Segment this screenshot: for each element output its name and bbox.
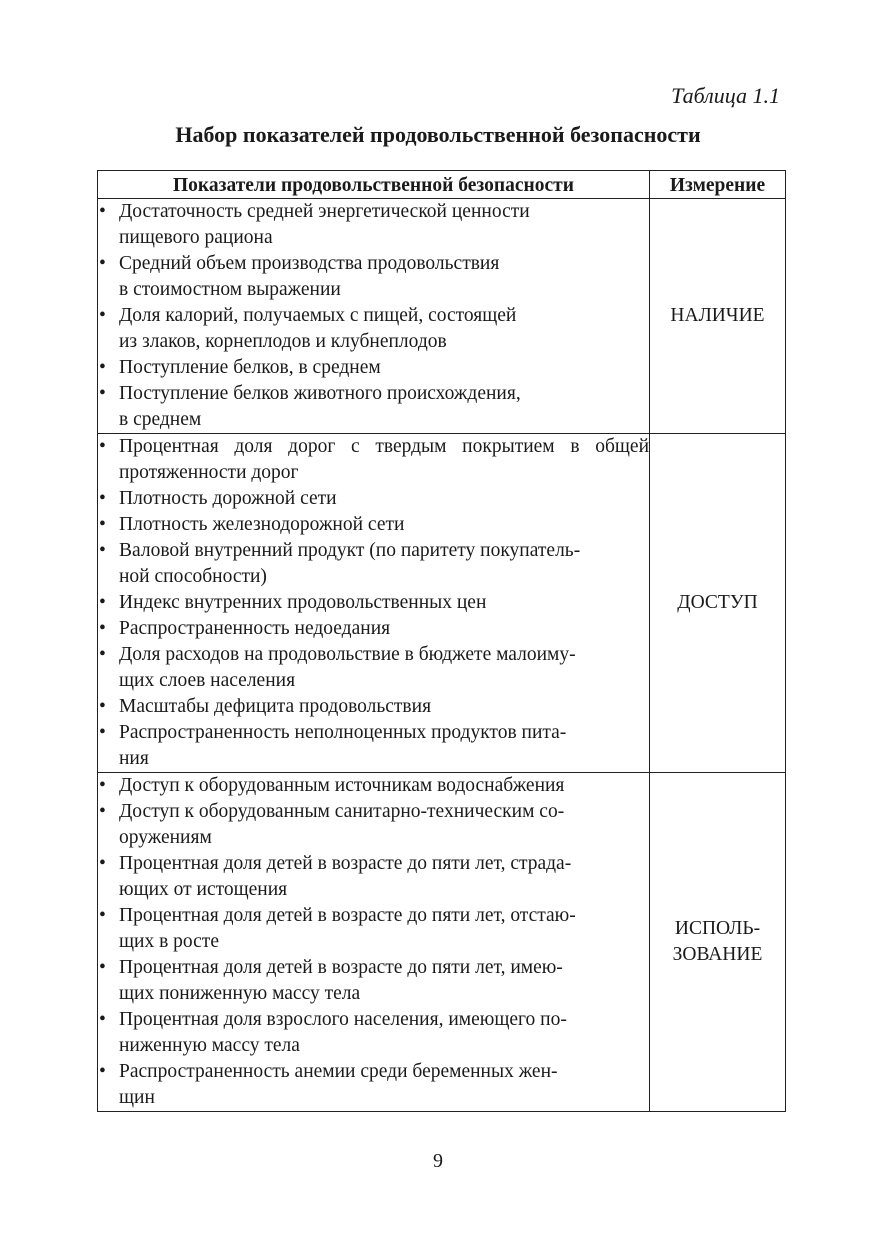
list-item-text: Валовой внутренний продукт (по паритету покупатель- ной способности) [119,540,581,587]
list-item [98,1007,649,1059]
list-item [98,955,649,1007]
table-header-row [98,171,786,199]
list-item [98,355,649,381]
table-label: Таблица 1.1 [671,83,780,108]
list-item [98,538,649,590]
list-item-text: Индекс внутренних продовольственных цен [119,592,487,613]
dimension-cell: НАЛИЧИЕ [650,199,786,434]
list-item-text: Распространенность анемии среди беременных жен- щин [119,1061,558,1108]
indicators-table [97,170,786,1112]
list-item [98,512,649,538]
list-item-text: Распространенность неполноценных продуктов пита- ния [119,722,567,769]
dimension-column-header: Измерение [650,171,786,199]
indicators-column-header: Показатели продовольственной безопасности [98,171,650,199]
list-item [98,590,649,616]
list-item-text: Плотность дорожной сети [119,488,337,509]
list-item-text: Доля калорий, получаемых с пищей, состоящей из злаков, корнеплодов и клубнеплодов [119,305,517,352]
list-item-text: Достаточность средней энергетической ценности пищевого рациона [119,201,530,248]
table-title: Набор показателей продовольственной безопасности [175,122,701,147]
list-item [98,251,649,303]
list-item [98,199,649,251]
list-item-text: Масштабы дефицита продовольствия [119,696,432,717]
table-row-utilization [98,773,786,1112]
page-number: 9 [433,1150,443,1172]
list-item [98,616,649,642]
list-item-text: Процентная доля детей в возрасте до пяти лет, страда- ющих от истощения [119,853,572,900]
list-item [98,1059,649,1111]
indicator-list [98,434,649,772]
list-item-text: Процентная доля взрослого населения, имеющего по- ниженную массу тела [119,1009,567,1056]
list-item-text: Поступление белков, в среднем [119,357,381,378]
indicator-list [98,199,649,433]
list-item [98,381,649,433]
list-item-text: Доля расходов на продовольствие в бюджете малоиму- щих слоев населения [119,644,576,691]
indicators-cell [98,199,650,434]
indicator-list [98,773,649,1111]
dimension-cell: ИСПОЛЬ- ЗОВАНИЕ [650,773,786,1112]
list-item-text: Процентная доля детей в возрасте до пяти лет, имею- щих пониженную массу тела [119,957,563,1004]
list-item-text: Средний объем производства продовольствия в стоимостном выражении [119,253,500,300]
list-item [98,694,649,720]
list-item [98,642,649,694]
indicators-cell [98,434,650,773]
list-item [98,486,649,512]
list-item [98,773,649,799]
list-item [98,720,649,772]
dimension-cell: ДОСТУП [650,434,786,773]
indicators-cell [98,773,650,1112]
list-item [98,303,649,355]
list-item [98,799,649,851]
list-item-text: Процентная доля детей в возрасте до пяти лет, отстаю- щих в росте [119,905,576,952]
table-row-availability [98,199,786,434]
list-item [98,434,649,486]
list-item-text: Процентная доля дорог с твердым покрытием в общей протяженности дорог [119,436,649,483]
list-item-text: Доступ к оборудованным санитарно-техническим со- оружениям [119,801,565,848]
table-row-access [98,434,786,773]
list-item-text: Распространенность недоедания [119,618,391,639]
list-item [98,851,649,903]
list-item-text: Доступ к оборудованным источникам водоснабжения [119,775,565,796]
list-item [98,903,649,955]
list-item-text: Плотность железнодорожной сети [119,514,405,535]
list-item-text: Поступление белков животного происхождения, в среднем [119,383,521,430]
